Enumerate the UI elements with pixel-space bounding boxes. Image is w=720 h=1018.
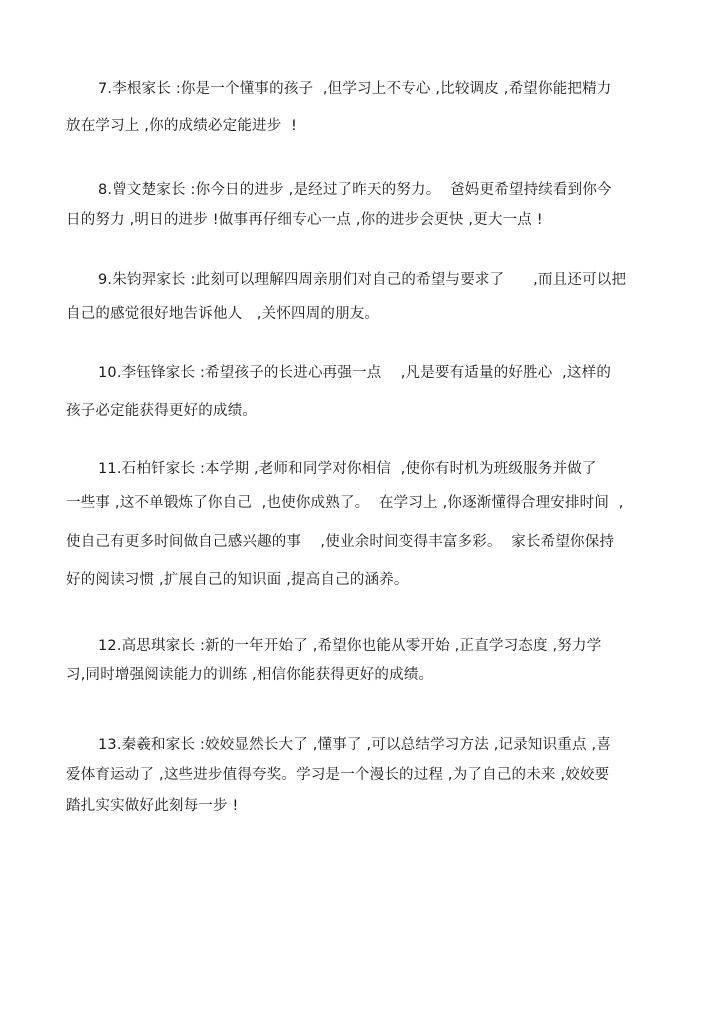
entry-line: 日的努力 ,明日的进步 !做事再仔细专心一点 ,你的进步会更快 ,更大一点 ! [66,212,543,228]
entry-line: 孩子必定能获得更好的成绩。 [66,403,258,419]
entry-line: 使自己有更多时间做自己感兴趣的事 ,使业余时间变得丰富多彩。 家长希望你保持 [66,534,615,550]
entry-line: 习,同时增强阅读能力的训练 ,相信你能获得更好的成绩。 [66,667,434,683]
entry-line: 踏扎实实做好此刻每一步 ! [66,798,239,814]
entry-line: 放在学习上 ,你的成绩必定能进步 ! [66,118,298,134]
entry-line: 好的阅读习惯 ,扩展自己的知识面 ,提高自己的涵养。 [66,572,409,588]
entry-line: 9.朱钧羿家长 :此刻可以理解四周亲朋们对自己的希望与要求了 ,而且还可以把 [98,272,627,288]
entry-line: 8.曾文楚家长 :你今日的进步 ,是经过了昨天的努力。 爸妈更希望持续看到你今 [98,182,612,198]
entry-line: 自己的感觉很好地告诉他人 ,关怀四周的朋友。 [66,306,380,322]
entry-line: 11.石柏钎家长 :本学期 ,老师和同学对你相信 ,使你有时机为班级服务并做了 [98,461,597,477]
entry-line: 12.高思琪家长 :新的一年开始了 ,希望你也能从零开始 ,正直学习态度 ,努力学 [98,638,602,654]
entry-line: 7.李根家长 :你是一个懂事的孩子 ,但学习上不专心 ,比较调皮 ,希望你能把精力 [98,81,612,97]
entry-line: 爱体育运动了 ,这些进步值得夸奖。学习是一个漫长的过程 ,为了自己的未来 ,姣姣要 [66,767,610,783]
entry-line: 一些事 ,这不单锻炼了你自己 ,也使你成熟了。 在学习上 ,你逐渐懂得合理安排时间 , [66,495,624,511]
entry-line: 13.秦羲和家长 :姣姣显然长大了 ,懂事了 ,可以总结学习方法 ,记录知识重点 ,喜 [98,737,612,753]
entry-line: 10.李钰锋家长 :希望孩子的长进心再强一点 ,凡是要有适量的好胜心 ,这样的 [98,365,612,381]
